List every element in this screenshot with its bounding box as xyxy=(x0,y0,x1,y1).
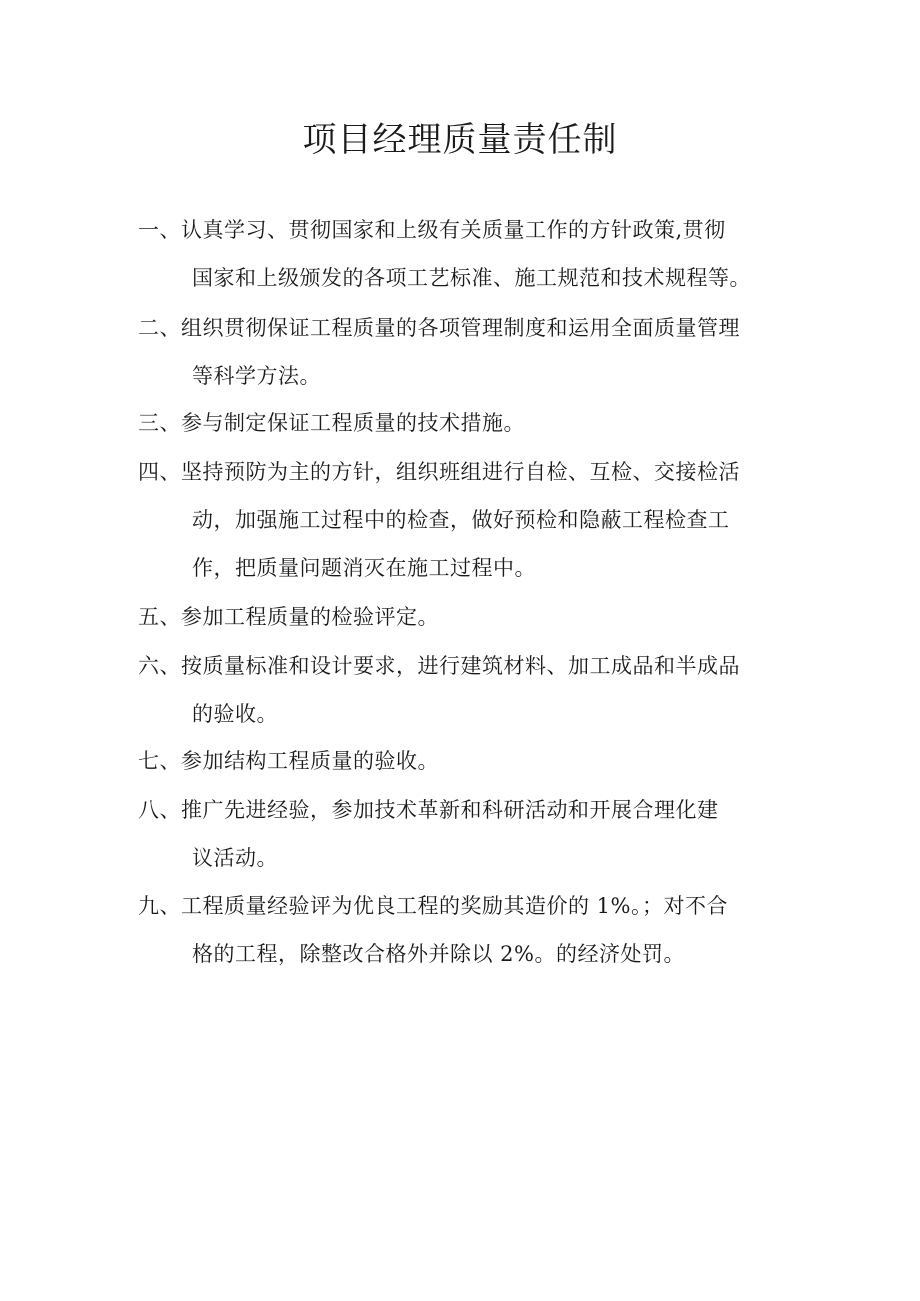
clause-3 xyxy=(138,399,808,447)
clause-6 xyxy=(138,642,808,738)
clause-line: 九、工程质量经验评为优良工程的奖励其造价的 1%。；对不合 xyxy=(138,894,728,918)
clause-line: 四、坚持预防为主的方针，组织班组进行自检、互检、交接检活 xyxy=(138,460,740,484)
clause-2 xyxy=(138,304,808,400)
clause-line: 八、推广先进经验，参加技术革新和科研活动和开展合理化建 xyxy=(138,798,719,822)
clause-7 xyxy=(138,737,808,785)
clause-line: 五、参加工程质量的检验评定。 xyxy=(138,605,439,629)
clause-line: 六、按质量标准和设计要求，进行建筑材料、加工成品和半成品 xyxy=(138,654,740,678)
clause-4 xyxy=(138,448,808,592)
clause-line: 格的工程，除整改合格外并除以 2%。的经济处罚。 xyxy=(192,942,685,966)
clause-8 xyxy=(138,786,808,882)
clause-line: 三、参与制定保证工程质量的技术措施。 xyxy=(138,411,525,435)
clause-1 xyxy=(138,206,808,302)
clause-line: 国家和上级颁发的各项工艺标准、施工规范和技术规程等。 xyxy=(192,266,751,290)
clause-line: 动，加强施工过程中的检查，做好预检和隐蔽工程检查工 xyxy=(192,508,730,532)
clause-line: 的验收。 xyxy=(192,702,278,726)
clause-line: 一、认真学习、贯彻国家和上级有关质量工作的方针政策,贯彻 xyxy=(138,218,726,242)
clause-line: 七、参加结构工程质量的验收。 xyxy=(138,749,439,773)
clause-9 xyxy=(138,882,808,978)
clause-line: 二、组织贯彻保证工程质量的各项管理制度和运用全面质量管理 xyxy=(138,316,740,340)
clause-line: 议活动。 xyxy=(192,846,278,870)
clause-line: 等科学方法。 xyxy=(192,364,321,388)
document-title: 项目经理质量责任制 xyxy=(302,120,618,160)
clause-line: 作，把质量问题消灭在施工过程中。 xyxy=(192,556,536,580)
clause-5 xyxy=(138,593,808,641)
